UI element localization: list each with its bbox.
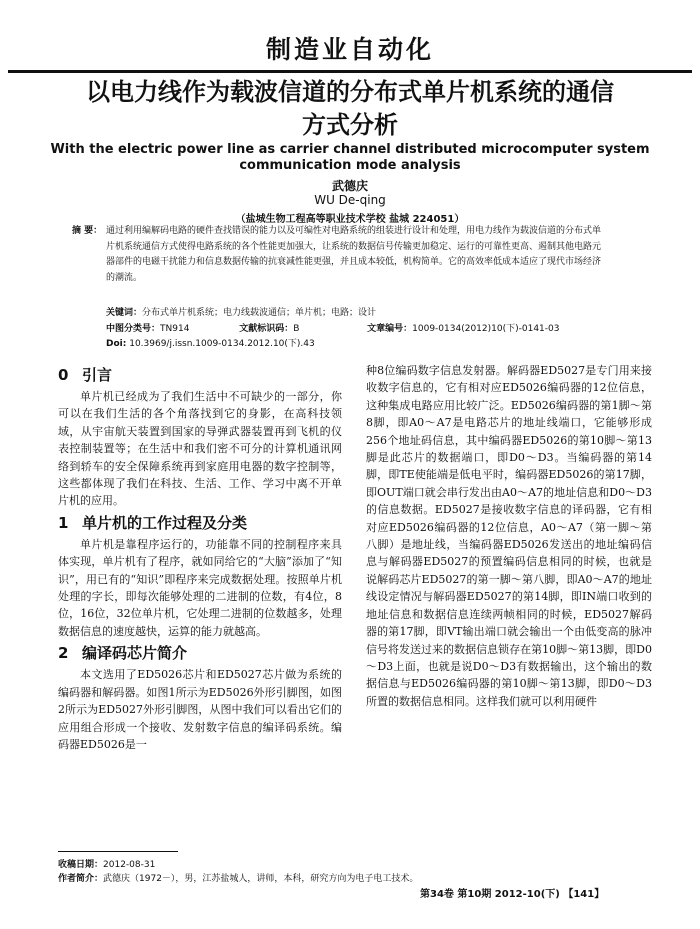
received-date (58, 857, 155, 870)
title-cn-line1: 以电力线作为载波信道的分布式单片机系统的通信 (86, 78, 614, 106)
keywords (106, 305, 626, 318)
left-column (58, 362, 342, 753)
section-0-paragraph: 单片机已经成为了我们生活中不可缺少的一部分，你可以在我们生活的各个角落找到它的身影，在高科技领域，从宇宙航天装置到国家的导弹武器装置再到飞机的仪表控制装置等；在生活中和我们密不可分的计算机通讯网络到轿车的安全保障系统再到家庭用电器的数字控制等，这些都体现了我们在科技、生活、工作、学习中离不开单片机的应用。 (58, 390, 342, 508)
doccode-value: B (293, 324, 300, 334)
footnote-rule (58, 851, 178, 852)
author-bio (58, 871, 418, 884)
bio-value: 武德庆（1972－），男，江苏盐城人，讲师，本科，研究方向为电子电工技术。 (103, 874, 419, 884)
bio-label: 作者简介： (58, 874, 104, 884)
section-2-continued-paragraph: 种8位编码数字信息发射器。解码器ED5027是专门用来接收数字信息的，它有相对应ED5026编码器的12位信息，这种集成电路应用比较广泛。ED5026编码器的第1脚～第8脚，即A0～A7是电路芯片的地址线端口，它能够形成256个地址码信息，其中编码器ED5026的第10脚～第13脚是此芯片的数据端口，即D0～D3。当编码器的第14脚，即TE使能端是低电平时，编码器ED5026的第17脚，即OUT端口就会串行发出由A0～A7的地址信息和D0～D3的信息数据。ED5027是接收数字信息的译码器，它有相对应ED5026编码器的12位信息，A0～A7（第一脚～第八脚）是地址线，当编码器ED5026发送出的地址编码信息与解码器ED5027的预置编码信息相同的时候，也就是说解码芯片ED5027的第一脚～第八脚，即A0～A7的地址线设定情况与解码器ED5027的第14脚，即IN端口收到的地址信息和数据信息连续两帧相同的时候，ED5027解码器的第17脚，即VT输出端口就会输出一个由低变高的脉冲信号将发送过来的数据信息锁存在第10脚～第13脚，即D0～D3上面，也就是说D0～D3有数据输出，这个输出的数据信息与ED5026编码器的第10脚～第13脚，即D0～D3所置的数据信息相同。这样我们就可以利用硬件 (366, 364, 652, 708)
paper-title-en (20, 142, 680, 174)
received-value: 2012-08-31 (103, 860, 156, 870)
section-1-number: 1 (58, 513, 69, 532)
section-2-paragraph: 本文选用了ED5026芯片和ED5027芯片做为系统的编码器和解码器。如图1所示为ED5026外形引脚图，如图2所示为ED5027外形引脚图，从图中我们可以看出它们的应用组合形成一个接收、发射数字信息的编译码系统。编码器ED5026是一 (58, 668, 342, 751)
doccode-label: 文献标识码： (239, 324, 294, 334)
article-no-label: 文章编号： (367, 324, 413, 334)
doi-label: Doi: (106, 339, 127, 349)
journal-masthead: 制造业自动化 (265, 35, 434, 64)
classification-line (106, 321, 559, 334)
section-0-heading (58, 364, 342, 386)
title-cn-line2: 方式分析 (302, 111, 398, 139)
keywords-label: 关键词： (106, 308, 143, 318)
received-label: 收稿日期： (58, 860, 104, 870)
section-1-paragraph: 单片机是靠程序运行的，功能靠不同的控制程序来具体实现，单片机有了程序，就如同给它的“大脑”添加了“知识”，用已有的“知识”即程序来完成数据处理。按照单片机处理的字长，即每次能够处理的二进制的位数，有4位，8位，16位，32位单片机，它处理二进制的位数越多，处理数据信息的速度越快，运算的能力就越高。 (58, 537, 342, 638)
doi-value: 10.3969/j.issn.1009-0134.2012.10(下).43 (129, 339, 315, 349)
article-no-value: 1009-0134(2012)10(下)-0141-03 (412, 324, 560, 334)
section-0-title: 引言 (82, 366, 113, 384)
author-name-en: WU De-qing (314, 193, 386, 207)
page-folio: 第34卷 第10期 2012-10(下) 【141】 (420, 889, 605, 900)
clc-value: TN914 (160, 324, 190, 334)
doi-line (106, 336, 315, 349)
title-en-line1: With the electric power line as carrier channel distributed microcomputer system (50, 142, 650, 157)
abstract-label: 摘 要： (72, 226, 103, 236)
right-column (366, 362, 652, 710)
keywords-text: 分布式单片机系统；电力线载波通信；单片机；电路；设计 (142, 308, 377, 318)
title-en-line2: communication mode analysis (239, 158, 461, 173)
section-0-number: 0 (58, 366, 69, 384)
section-2-title: 编译码芯片简介 (82, 644, 188, 663)
paper-title-cn (30, 76, 670, 142)
abstract (72, 224, 602, 286)
section-2-heading (58, 642, 342, 664)
author-affiliation: （盐城生物工程高等职业技术学校 盐城 224051） (235, 214, 465, 225)
clc-label: 中图分类号： (106, 324, 161, 334)
author-name-cn: 武德庆 (331, 179, 368, 193)
masthead-rule (8, 70, 692, 73)
section-2-number: 2 (58, 644, 69, 663)
section-1-title: 单片机的工作过程及分类 (82, 513, 248, 532)
abstract-text: 通过利用编解码电路的硬件查找错误的能力以及可编性对电路系统的组装进行设计和处理，用电力线作为载波信道的分布式单片机系统通信方式使得电路系统的各个性能更加强大，让系统的数据信号传输更加稳定、运行的可靠性更高、遏制其他电路元器部件的电磁干扰能力和信息数据传输的抗衰减性能更强，并且成本较低，机构简单。它的高效率低成本适应了现代市场经济的潮流。 (106, 226, 602, 283)
section-1-heading (58, 512, 342, 534)
